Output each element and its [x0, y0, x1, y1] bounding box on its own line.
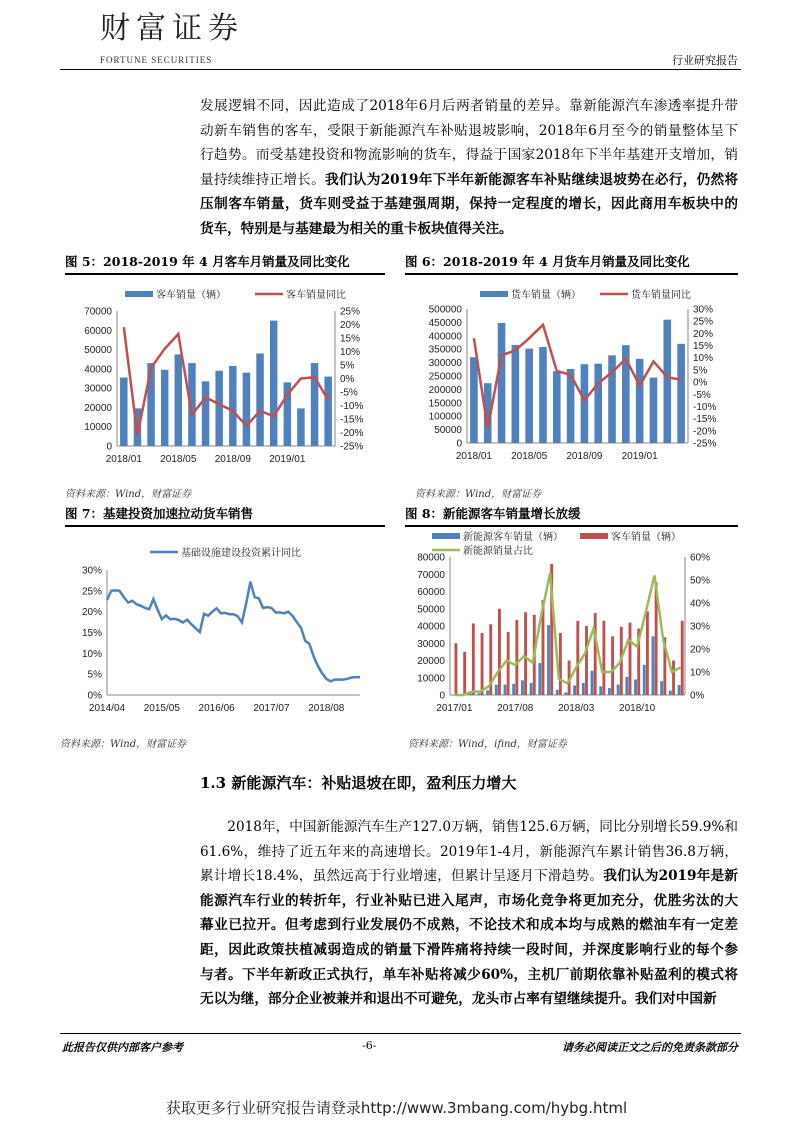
legend-label: 客车销量（辆） [611, 532, 681, 543]
y-tick-label: 0 [106, 441, 112, 453]
y-tick-label: 15% [81, 628, 102, 639]
bar [646, 611, 649, 695]
text-line [200, 192, 738, 217]
bold-text: 压制客车销量，货车则受益于基建强周期，保持一定程度的增长，因此商用车板块中的 [200, 196, 738, 213]
y-tick-label: 20000 [84, 402, 112, 414]
figure-5-source: 资料来源：Wind，财富证券 [65, 489, 192, 500]
text-line [200, 143, 738, 168]
y2-tick-label: 50% [690, 575, 711, 587]
bar [678, 685, 681, 695]
bar [591, 671, 594, 695]
bar [672, 661, 675, 696]
text-line [200, 963, 738, 988]
bar [681, 621, 684, 695]
page-number: -6- [362, 1039, 377, 1052]
legend-label: 客车销量（辆） [156, 290, 226, 301]
y-tick-label: 25% [81, 586, 102, 598]
bar [556, 690, 559, 695]
bold-text: 我们认为2019年下半年新能源客车补贴继续退坡势在必行，仍然将 [325, 171, 738, 188]
x-tick-label: 2018/05 [160, 454, 197, 465]
text: 动新车销售的客车，受限于新能源汽车补贴退坡影响，2018年6月至今的销量整体呈下 [200, 122, 738, 139]
chart-nev-bus-sales [400, 527, 740, 720]
bar [663, 320, 671, 443]
y2-tick-label: 10% [690, 667, 711, 679]
logo-english: FORTUNE SECURITIES [100, 55, 213, 65]
bold-text: 无以为继，部分企业被兼并和退出不可避免，龙头市占率有望继续提升。我们对中国新 [200, 991, 717, 1008]
x-tick-label: 2018/01 [455, 451, 492, 462]
y-tick-label: 400000 [428, 331, 462, 343]
figure-8-source: 资料来源：Wind，ifind，财富证券 [408, 739, 567, 750]
bold-text: 能源汽车行业的转折年，行业补贴已进入尾声，市场化竞争将更加充分，优胜劣汰的大 [200, 892, 738, 909]
bold-text: 货车，特别是与基建最为相关的重卡板块值得关注。 [200, 220, 513, 237]
legend-label: 新能源客车销量（辆） [463, 532, 563, 543]
figure-6-title: 图 6：2018-2019 年 4 月货车月销量及同比变化 [405, 252, 738, 275]
y-tick-label: 30% [81, 565, 102, 577]
y-tick-label: 10% [81, 648, 102, 660]
bar [470, 357, 478, 443]
y-tick-label: 60000 [84, 325, 112, 337]
y-tick-label: 250000 [428, 371, 462, 383]
y2-tick-label: 25% [693, 316, 714, 328]
legend-label: 新能源销量占比 [463, 546, 533, 557]
y2-tick-label: -25% [340, 441, 364, 453]
text-line [200, 119, 738, 144]
bar [602, 621, 605, 695]
legend-label: 货车销量同比 [631, 290, 691, 301]
bar [243, 373, 250, 446]
x-tick-label: 2017/08 [497, 703, 534, 714]
bar [297, 408, 304, 446]
header-divider [60, 69, 741, 70]
y2-tick-label: 25% [340, 306, 361, 318]
bar [634, 679, 637, 695]
bar [524, 612, 527, 695]
y-tick-label: 50000 [84, 345, 112, 357]
bar [463, 652, 466, 695]
y2-tick-label: 40% [690, 598, 711, 610]
paragraph-2 [200, 815, 738, 1012]
text-line [200, 889, 738, 914]
legend-swatch [125, 291, 153, 297]
text: 量持续维持正增长。 [200, 171, 326, 188]
y-tick-label: 10000 [417, 673, 445, 685]
y2-tick-label: -25% [693, 438, 717, 450]
y-tick-label: 70000 [417, 569, 445, 581]
text-line [200, 217, 738, 242]
text: 行趋势。而受基建投资和物流影响的货车，得益于国家2018年下半年基建开支增加，销 [200, 147, 738, 164]
legend-swatch [480, 291, 508, 297]
bar [161, 370, 168, 446]
bar [677, 344, 685, 443]
bar [636, 359, 644, 443]
figure-7-source: 资料来源：Wind，财富证券 [60, 739, 187, 750]
paragraph-1 [200, 94, 738, 242]
y-tick-label: 450000 [428, 317, 462, 329]
x-tick-label: 2018/08 [308, 703, 345, 714]
text: 2018年，中国新能源汽车生产127.0万辆，销售125.6万辆，同比分别增长59.9%和 [200, 819, 738, 835]
chart-infrastructure-investment [65, 540, 375, 720]
legend-label: 基础设施建设投资累计同比 [181, 548, 301, 559]
legend-label: 客车销量同比 [286, 290, 346, 301]
bar [512, 684, 515, 695]
bar [582, 683, 585, 695]
bar [608, 688, 611, 695]
x-tick-label: 2019/01 [269, 454, 306, 465]
y-tick-label: 60000 [417, 587, 445, 598]
bar [472, 623, 475, 695]
bar [215, 371, 222, 446]
bar [270, 321, 277, 446]
legend-swatch [432, 533, 460, 539]
text-line [200, 913, 738, 938]
download-link-text[interactable]: 获取更多行业研究报告请登录http://www.3mbang.com/hybg.html [165, 1099, 628, 1117]
y-tick-label: 40000 [417, 621, 445, 633]
bar [175, 354, 182, 446]
legend-swatch [580, 533, 608, 539]
y-tick-label: 40000 [84, 364, 112, 376]
bar [564, 692, 567, 695]
section-heading: 1.3 新能源汽车：补贴退坡在即，盈利压力增大 [200, 774, 517, 792]
bar [553, 371, 561, 443]
y2-tick-label: 0% [340, 374, 355, 385]
bar [498, 609, 501, 695]
bar [521, 680, 524, 695]
bar [311, 363, 318, 446]
y-tick-label: 350000 [428, 344, 462, 356]
footer-divider [60, 1033, 741, 1034]
y2-tick-label: 60% [690, 552, 711, 564]
bar [202, 381, 209, 446]
bar [625, 677, 628, 695]
x-tick-label: 2017/07 [253, 703, 290, 714]
y2-tick-label: 20% [690, 644, 711, 656]
bar [652, 636, 655, 695]
bar [585, 626, 588, 695]
figure-8-title: 图 8：新能源客车销量增长放缓 [405, 504, 738, 527]
bar [581, 364, 589, 443]
y2-tick-label: 5% [693, 365, 708, 377]
bar [660, 681, 663, 695]
bar [559, 633, 562, 695]
bar [512, 345, 520, 443]
y2-tick-label: 30% [690, 621, 711, 633]
y-tick-label: 0 [439, 690, 445, 702]
bold-text: 距，因此政策扶植减弱造成的销量下滑阵痛将持续一段时间，并深度影响行业的每个参 [200, 941, 738, 958]
bar [530, 683, 533, 695]
bar [486, 690, 489, 695]
x-tick-label: 2018/10 [619, 703, 656, 714]
text: 累计增长18.4%，虽然远高于行业增速，但累计呈逐月下滑趋势。 [200, 868, 604, 885]
x-tick-label: 2018/01 [105, 454, 142, 465]
bar [669, 691, 672, 695]
bar [120, 378, 127, 446]
y2-tick-label: 20% [340, 320, 361, 331]
bar [650, 378, 658, 443]
y-tick-label: 150000 [428, 398, 462, 410]
text: 发展逻辑不同，因此造成了2018年6月后两者销量的差异。靠新能源汽车渗透率提升带 [200, 98, 738, 114]
bar [498, 323, 506, 443]
y-tick-label: 300000 [428, 358, 462, 370]
y-tick-label: 200000 [428, 384, 462, 396]
legend-label: 货车销量（辆） [511, 290, 581, 301]
bar [451, 694, 454, 695]
text-line [200, 840, 738, 865]
x-tick-label: 2016/06 [198, 703, 235, 714]
bar [594, 364, 602, 443]
y2-tick-label: 15% [693, 341, 714, 353]
figure-7-title: 图 7：基建投资加速拉动货车销售 [65, 504, 385, 527]
figure-6-source: 资料来源：Wind，财富证券 [415, 489, 542, 500]
bar [617, 685, 620, 695]
y-tick-label: 20% [81, 607, 102, 619]
x-tick-label: 2019/01 [621, 451, 658, 462]
x-tick-label: 2018/09 [214, 454, 251, 465]
bar [611, 636, 614, 695]
y2-tick-label: -10% [693, 401, 717, 413]
x-tick-label: 2014/04 [88, 703, 126, 714]
text-line [200, 815, 738, 840]
logo: 财富证券 [100, 11, 244, 46]
y-tick-label: 0 [456, 438, 462, 450]
text-line [200, 938, 738, 963]
bar [229, 366, 236, 446]
y2-tick-label: 10% [693, 353, 714, 365]
text: 61.6%，维持了近五年来的高速增长。2019年1-4月，新能源汽车累计销售36.8万辆， [200, 843, 738, 860]
bold-text: 与者。下半年新政正式执行，单车补贴将减少60%，主机厂前期依靠补贴盈利的模式将 [200, 966, 738, 983]
x-tick-label: 2018/09 [566, 451, 603, 462]
x-tick-label: 2018/03 [558, 703, 595, 714]
bar [576, 621, 579, 695]
text-line [200, 864, 738, 889]
y-tick-label: 50000 [434, 425, 462, 437]
y2-tick-label: 15% [340, 333, 361, 345]
chart-bus-sales [65, 276, 390, 471]
series-line [107, 582, 360, 682]
y2-tick-label: 0% [693, 377, 708, 389]
footer-notice: 请务必阅读正文之后的免责条款部分 [562, 1041, 738, 1054]
text-line [200, 94, 738, 119]
y2-tick-label: -20% [340, 428, 364, 439]
bar [504, 685, 507, 695]
text-line [200, 168, 738, 193]
y-tick-label: 70000 [84, 306, 112, 318]
x-tick-label: 2018/05 [511, 451, 548, 462]
y-tick-label: 30000 [417, 638, 445, 650]
bar [515, 620, 518, 695]
bar [599, 686, 602, 695]
bar [454, 643, 457, 695]
bold-text: 我们认为2019年是新 [603, 868, 738, 885]
y-tick-label: 0% [87, 690, 102, 702]
bar [547, 625, 550, 695]
bar [481, 633, 484, 695]
bar [495, 685, 498, 695]
chart-truck-sales [405, 276, 740, 471]
y-tick-label: 5% [87, 669, 102, 681]
text-line [200, 987, 738, 1012]
y2-tick-label: 0% [690, 690, 705, 702]
bar [525, 349, 533, 443]
footer-disclaimer: 此报告仅供内部客户参考 [62, 1041, 183, 1054]
y2-tick-label: -5% [340, 387, 358, 399]
y-tick-label: 10000 [84, 422, 112, 434]
y-tick-label: 30000 [84, 383, 112, 395]
document-type: 行业研究报告 [672, 54, 738, 67]
figure-5-title: 图 5：2018-2019 年 4 月客车月销量及同比变化 [65, 252, 385, 275]
y-tick-label: 500000 [428, 304, 462, 316]
bar [643, 665, 646, 695]
y2-tick-label: 10% [340, 347, 361, 358]
y2-tick-label: 20% [693, 328, 714, 340]
y2-tick-label: -15% [693, 414, 717, 426]
y2-tick-label: 5% [340, 360, 355, 372]
y-tick-label: 100000 [428, 411, 462, 423]
y2-tick-label: 30% [693, 304, 714, 316]
y-tick-label: 80000 [417, 552, 445, 564]
bar [629, 623, 632, 695]
x-tick-label: 2015/05 [143, 703, 180, 714]
bold-text: 幕业已拉开。但考虑到行业发展仍不成熟，不论技术和成本均与成熟的燃油车有一定差 [200, 917, 738, 934]
bar [538, 663, 541, 695]
y2-tick-label: -20% [693, 426, 717, 438]
x-tick-label: 2017/01 [436, 703, 473, 714]
bar [477, 693, 480, 695]
y-tick-label: 50000 [417, 604, 445, 616]
y2-tick-label: -5% [693, 389, 711, 401]
y2-tick-label: -15% [340, 414, 364, 426]
bar [256, 353, 263, 446]
bar [507, 632, 510, 695]
y2-tick-label: -10% [340, 401, 364, 412]
y-tick-label: 20000 [417, 656, 445, 667]
bar [573, 686, 576, 695]
bar [539, 347, 547, 443]
bar [324, 377, 331, 446]
